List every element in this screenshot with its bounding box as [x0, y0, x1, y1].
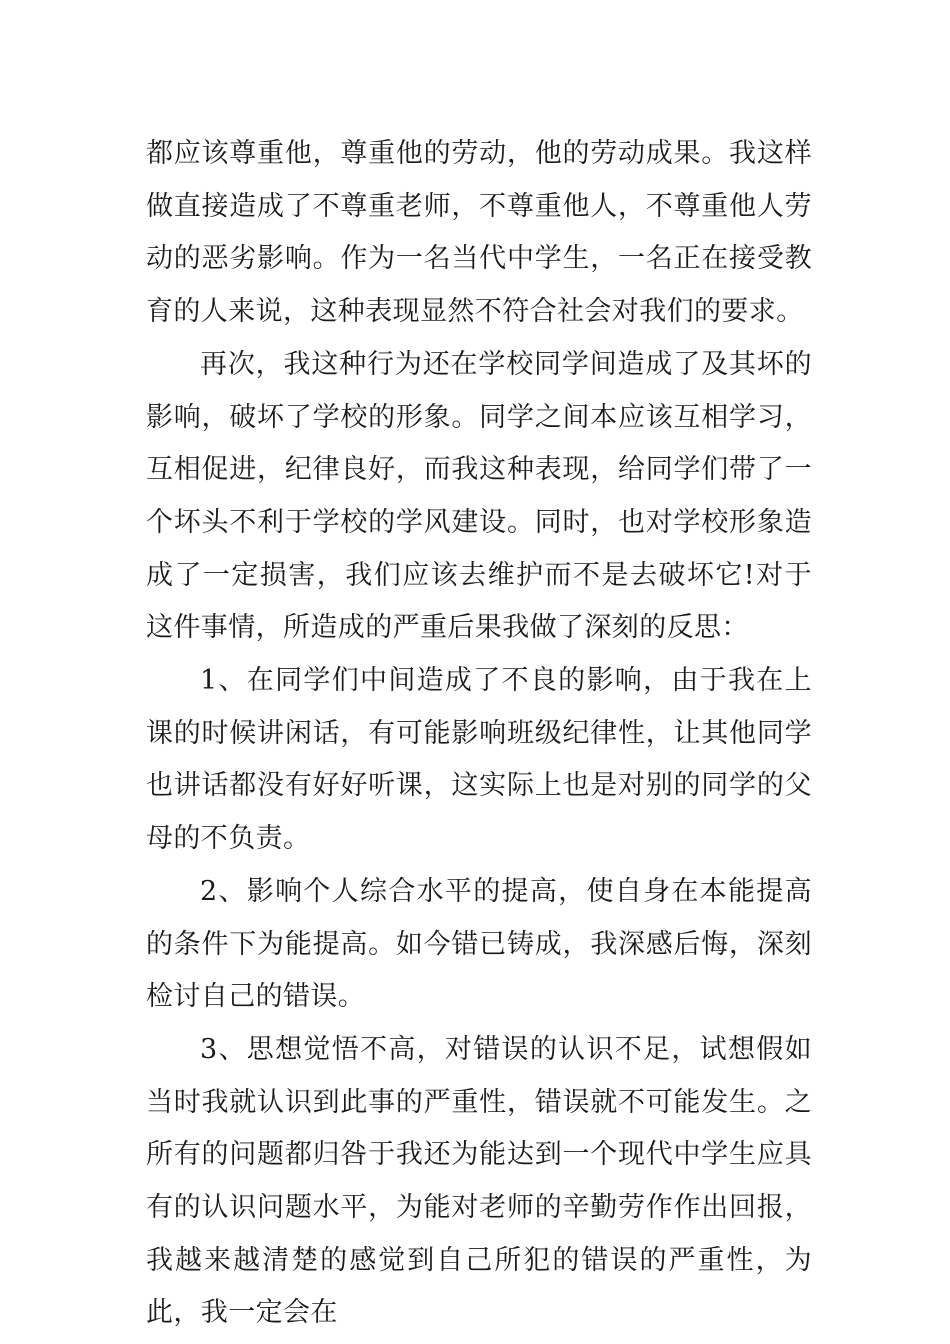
paragraph-point-3: 3、思想觉悟不高，对错误的认识不足，试想假如当时我就认识到此事的严重性，错误就不可能发生。之所有的问题都归咎于我还为能达到一个现代中学生应具有的认识问题水平，为能对老师的辛勤劳作作出回报，我越来越清楚的感觉到自己所犯的错误的严重性，为此，我一定会在 [146, 1033, 812, 1329]
paragraph-point-1: 1、在同学们中间造成了不良的影响，由于我在上课的时候讲闲话，有可能影响班级纪律性，让其他同学也讲话都没有好好听课，这实际上也是对别的同学的父母的不负责。 [146, 665, 812, 855]
paragraph-second: 再次，我这种行为还在学校同学间造成了及其坏的影响，破坏了学校的形象。同学之间本应该互相学习，互相促进，纪律良好，而我这种表现，给同学们带了一个坏头不利于学校的学风建设。同时，也对学校形象造成了一定损害，我们应该去维护而不是去破坏它!对于这件事情，所造成的严重后果我做了深刻的反思： [146, 348, 812, 644]
paragraph-continuation: 都应该尊重他，尊重他的劳动，他的劳动成果。我这样做直接造成了不尊重老师，不尊重他人，不尊重他人劳动的恶劣影响。作为一名当代中学生，一名正在接受教育的人来说，这种表现显然不符合社会对我们的要求。 [146, 138, 812, 328]
document-body [146, 128, 812, 1340]
paragraph-point-2: 2、影响个人综合水平的提高，使自身在本能提高的条件下为能提高。如今错已铸成，我深感后悔，深刻检讨自己的错误。 [146, 875, 812, 1013]
